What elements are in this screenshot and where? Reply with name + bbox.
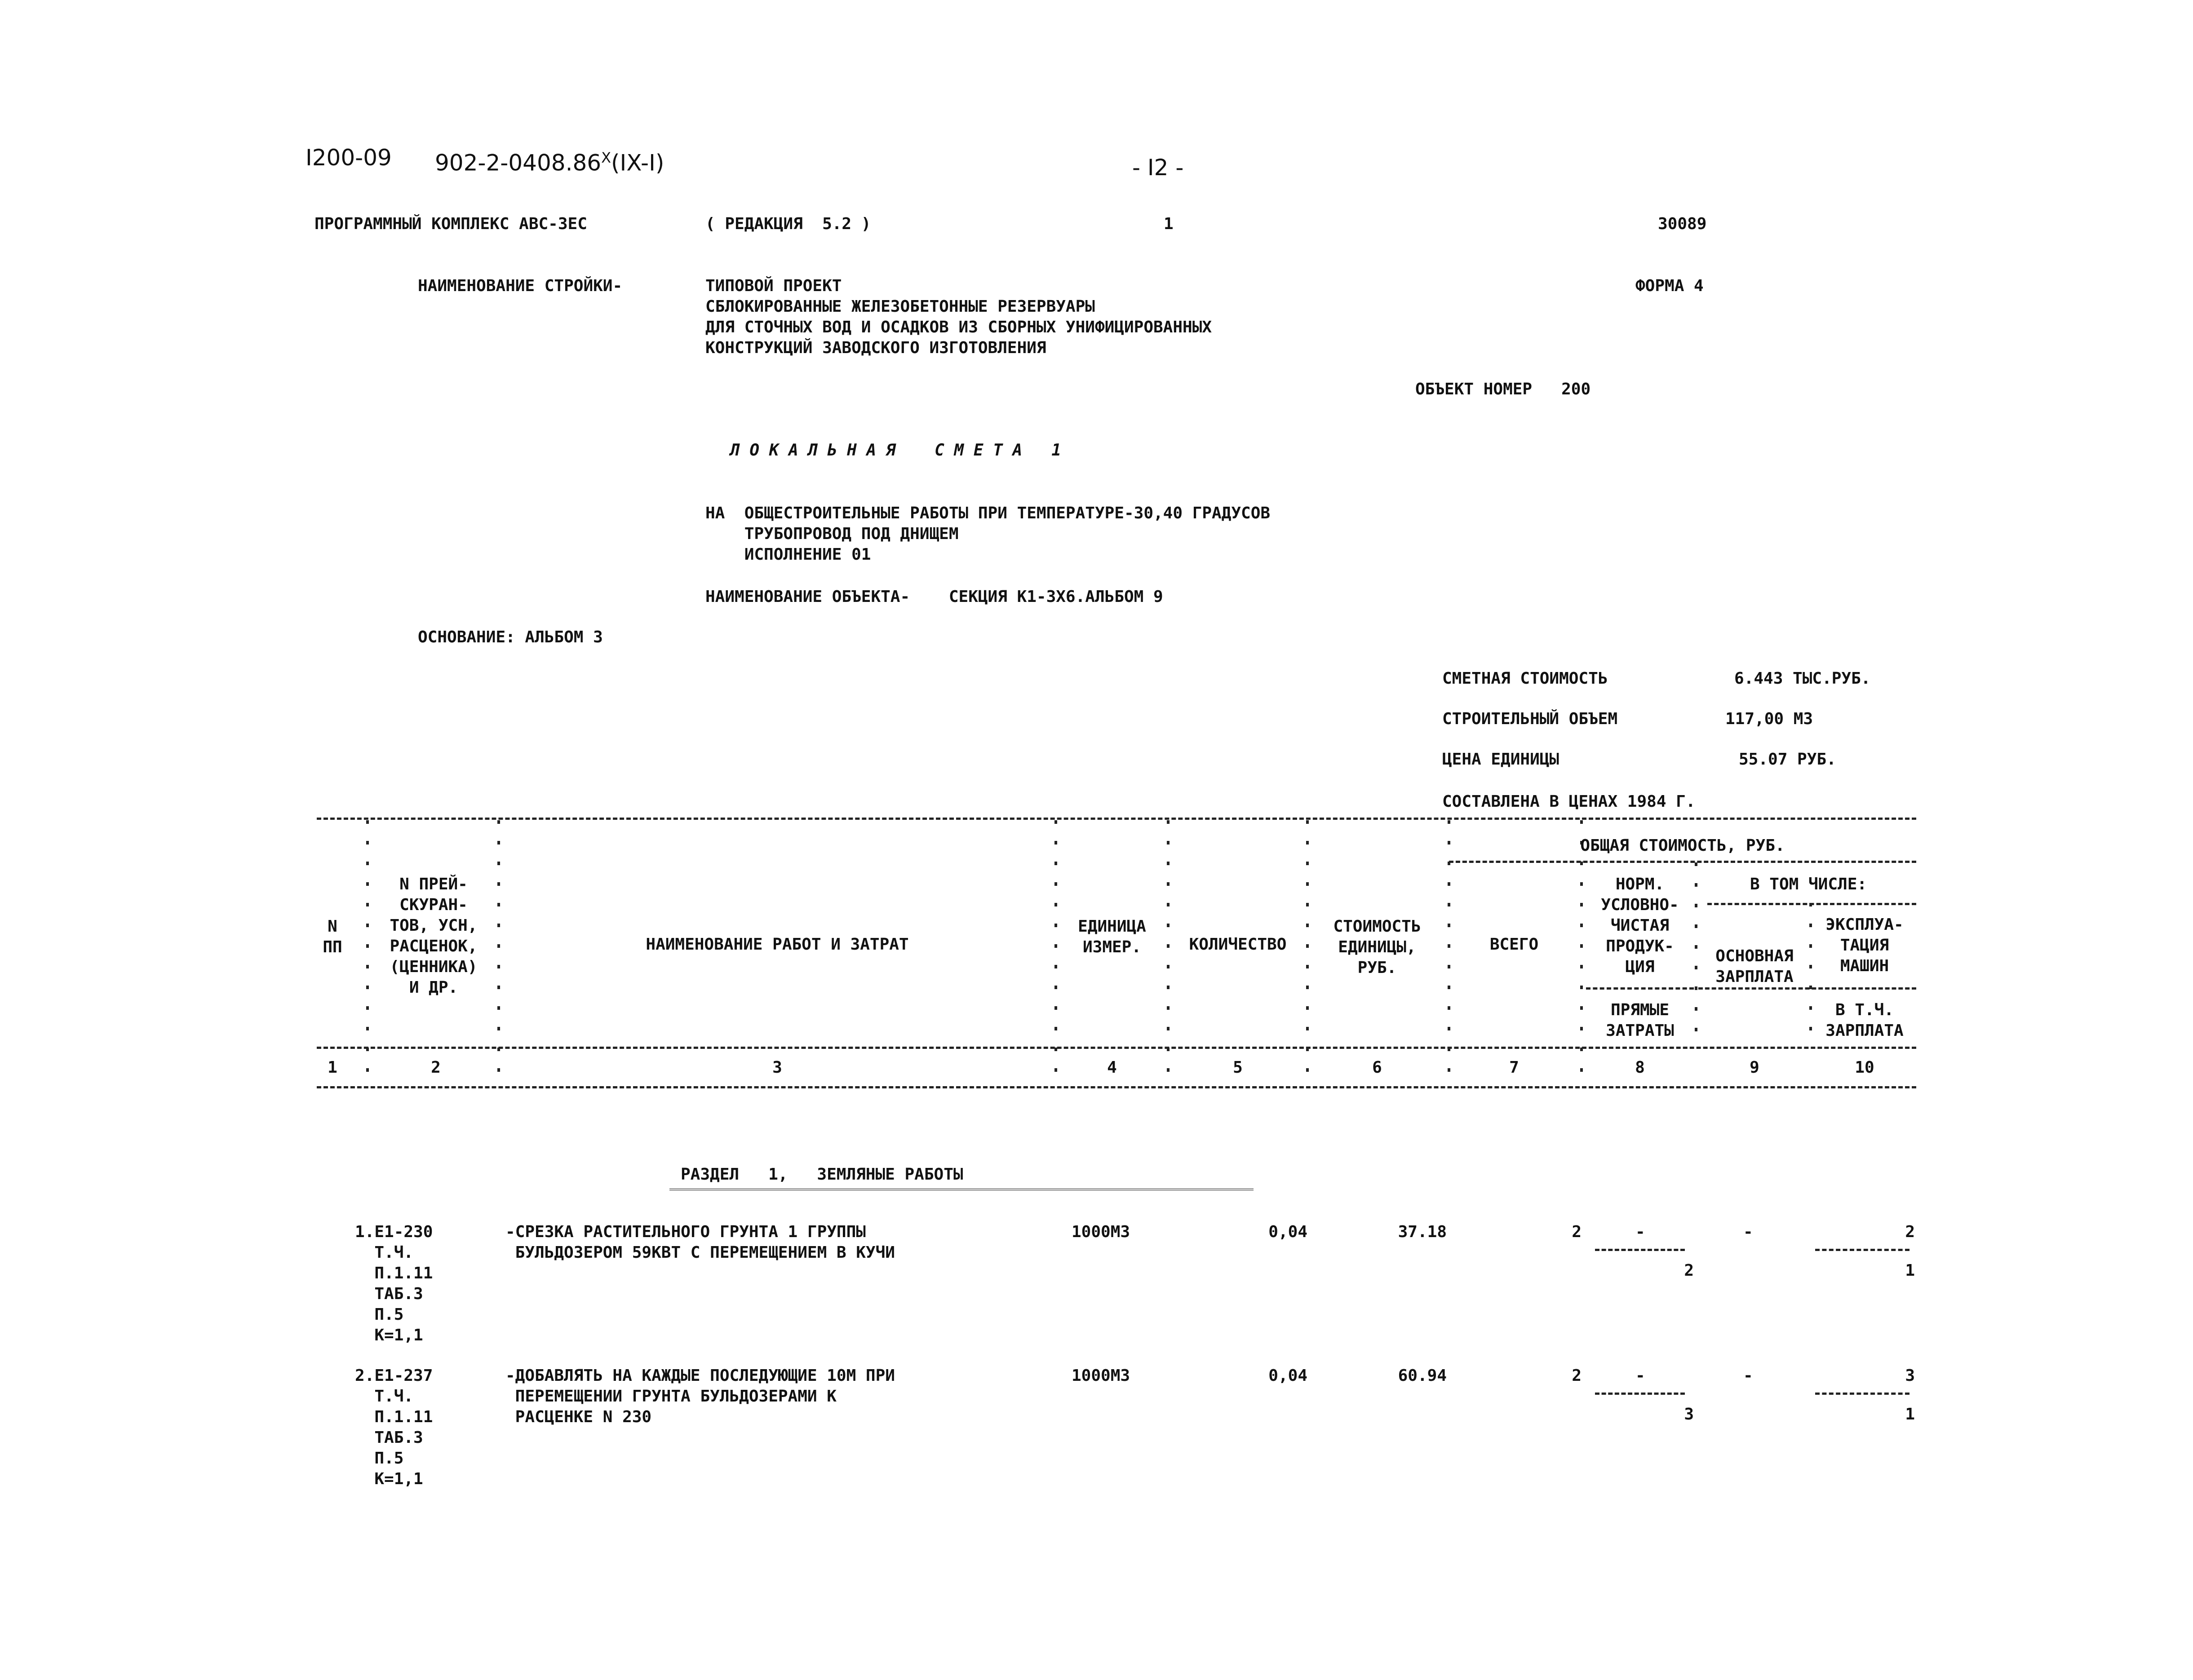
row-1-name: -СРЕЗКА РАСТИТЕЛЬНОГО ГРУНТА 1 ГРУППЫ БУЛЬДОЗЕРОМ 59КВТ С ПЕРЕМЕЩЕНИЕМ В КУЧИ [505,1223,895,1262]
header-col-normcond: НОРМ. УСЛОВНО- ЧИСТАЯ ПРОДУК- ЦИЯ [1601,875,1679,976]
row-1-exp-rule [1815,1249,1909,1251]
estimate-for-line-1: НА ОБЩЕСТРОИТЕЛЬНЫЕ РАБОТЫ ПРИ ТЕМПЕРАТУРЕ-30,40 ГРАДУСОВ [705,504,1271,522]
row-2-exp-bottom: 1 [1905,1405,1915,1424]
estimate-for-line-2: ТРУБОПРОВОД ПОД ДНИЩЕМ [705,525,959,543]
header-total-cost: ОБЩАЯ СТОИМОСТЬ, РУБ. [1580,836,1785,855]
row-2-code: 2.Е1-237 Т.Ч. П.1.11 ТАБ.3 П.5 К=1,1 [355,1366,433,1488]
section-title: РАЗДЕЛ 1, ЗЕМЛЯНЫЕ РАБОТЫ [681,1165,963,1184]
table-incl-rule [1707,903,1916,905]
construction-line-3: ДЛЯ СТОЧНЫХ ВОД И ОСАДКОВ ИЗ СБОРНЫХ УНИФИЦИРОВАННЫХ [705,318,1212,336]
construction-line-2: СБЛОКИРОВАННЫЕ ЖЕЛЕЗОБЕТОННЫЕ РЕЗЕРВУАРЫ [705,297,1095,316]
form-number: ФОРМА 4 [1635,277,1704,295]
estimate-title: Л О К А Л Ь Н А Я С М Е Т А 1 [730,441,1061,460]
header-col-norm: N ПРЕЙ- СКУРАН- ТОВ, УСН, РАСЦЕНОК, (ЦЕННИКА) И ДР. [390,875,478,997]
row-2-norm-bottom: 3 [1684,1405,1694,1424]
header-col-price: СТОИМОСТЬ ЕДИНИЦЫ, РУБ. [1333,917,1421,977]
row-1-qty: 0,04 [1268,1223,1307,1241]
header-col-unit: ЕДИНИЦА ИЗМЕР. [1078,917,1146,956]
table-numbers-rule [317,1086,1916,1088]
row-2-salary: - [1743,1366,1753,1385]
col-number-1: 1 [328,1058,337,1077]
row-1-exp-top: 2 [1905,1223,1915,1241]
row-1-salary: - [1743,1223,1753,1241]
summary-label-unit-price: ЦЕНА ЕДИНИЦЫ [1442,750,1559,769]
col-number-3: 3 [772,1058,782,1077]
row-2-total: 2 [1572,1366,1582,1385]
col-number-8: 8 [1635,1058,1645,1077]
table-salary-rule [1698,987,1916,990]
stamp-project-sup: X [601,149,611,166]
summary-label-cost: СМЕТНАЯ СТОИМОСТЬ [1442,669,1608,688]
header-col-salary: ОСНОВНАЯ ЗАРПЛАТА [1715,947,1794,986]
page-number: - I2 - [1132,155,1184,181]
row-1-unit: 1000М3 [1072,1223,1130,1241]
row-1-price: 37.18 [1398,1223,1447,1241]
row-2-exp-rule [1815,1393,1909,1395]
row-2-norm-rule [1595,1393,1685,1395]
row-2-unit: 1000М3 [1072,1366,1130,1385]
header-code: 30089 [1658,215,1707,233]
summary-value-unit-price: 55.07 РУБ. [1739,750,1836,769]
col-number-5: 5 [1233,1058,1243,1077]
construction-label: НАИМЕНОВАНИЕ СТРОЙКИ- [418,277,623,295]
stamp-project [435,147,665,176]
col-number-6: 6 [1372,1058,1382,1077]
row-2-qty: 0,04 [1268,1366,1307,1385]
header-col-all: ВСЕГО [1489,935,1539,954]
table-norm-rule [1586,987,1694,990]
program-name: ПРОГРАММНЫЙ КОМПЛЕКС АВС-3ЕС [315,215,587,233]
object-number: ОБЪЕКТ НОМЕР 200 [1415,380,1591,398]
header-col-name: НАИМЕНОВАНИЕ РАБОТ И ЗАТРАТ [646,935,909,954]
col-number-7: 7 [1509,1058,1519,1077]
row-2-name: -ДОБАВЛЯТЬ НА КАЖДЫЕ ПОСЛЕДУЮЩИЕ 10М ПРИ ПЕРЕМЕЩЕНИИ ГРУНТА БУЛЬДОЗЕРАМИ К РАСЦЕНКЕ N 230 [505,1366,895,1426]
summary-value-cost: 6.443 ТЫС.РУБ. [1734,669,1871,688]
row-2-exp-top: 3 [1905,1366,1915,1385]
estimate-for-line-3: ИСПОЛНЕНИЕ 01 [705,545,871,564]
row-1-norm-top: - [1635,1223,1645,1241]
header-col-n: N ПП [323,917,342,956]
row-1-code: 1.Е1-230 Т.Ч. П.1.11 ТАБ.3 П.5 К=1,1 [355,1223,433,1344]
prices-basis: СОСТАВЛЕНА В ЦЕНАХ 1984 Г. [1442,792,1696,811]
col-number-4: 4 [1107,1058,1117,1077]
row-1-norm-rule [1595,1249,1685,1251]
header-incl: В ТОМ ЧИСЛЕ: [1750,875,1867,893]
col-number-10: 10 [1855,1058,1874,1077]
row-2-norm-top: - [1635,1366,1645,1385]
table-top-rule [317,818,1916,820]
header-col-direct: ПРЯМЫЕ ЗАТРАТЫ [1606,1001,1674,1040]
estimate-basis: ОСНОВАНИЕ: АЛЬБОМ 3 [418,628,603,646]
object-name: НАИМЕНОВАНИЕ ОБЪЕКТА- СЕКЦИЯ К1-3Х6.АЛЬБОМ 9 [705,588,1163,606]
row-1-exp-bottom: 1 [1905,1261,1915,1280]
row-2-price: 60.94 [1398,1366,1447,1385]
summary-value-volume: 117,00 М3 [1725,710,1813,728]
header-col-exp: ЭКСПЛУА- ТАЦИЯ МАШИН [1825,915,1904,975]
row-1-norm-bottom: 2 [1684,1261,1694,1280]
section-underline [669,1189,1254,1190]
construction-line-4: КОНСТРУКЦИЙ ЗАВОДСКОГО ИЗГОТОВЛЕНИЯ [705,339,1046,357]
col-number-2: 2 [431,1058,441,1077]
stamp-project-suffix: (IX-I) [611,150,665,176]
header-col-qty: КОЛИЧЕСТВО [1189,935,1287,954]
col-number-9: 9 [1750,1058,1759,1077]
table-cost-rule [1449,861,1916,863]
stamp-project-number: 902-2-0408.86 [435,150,602,176]
row-1-total: 2 [1572,1223,1582,1241]
summary-label-volume: СТРОИТЕЛЬНЫЙ ОБЪЕМ [1442,710,1618,728]
table-header-rule [317,1047,1916,1049]
program-edition: ( РЕДАКЦИЯ 5.2 ) [705,215,871,233]
stamp-code: I200-09 [306,145,392,171]
header-col-exp-salary: В Т.Ч. ЗАРПЛАТА [1825,1001,1904,1040]
header-number: 1 [1164,215,1174,233]
construction-line-1: ТИПОВОЙ ПРОЕКТ [705,277,842,295]
